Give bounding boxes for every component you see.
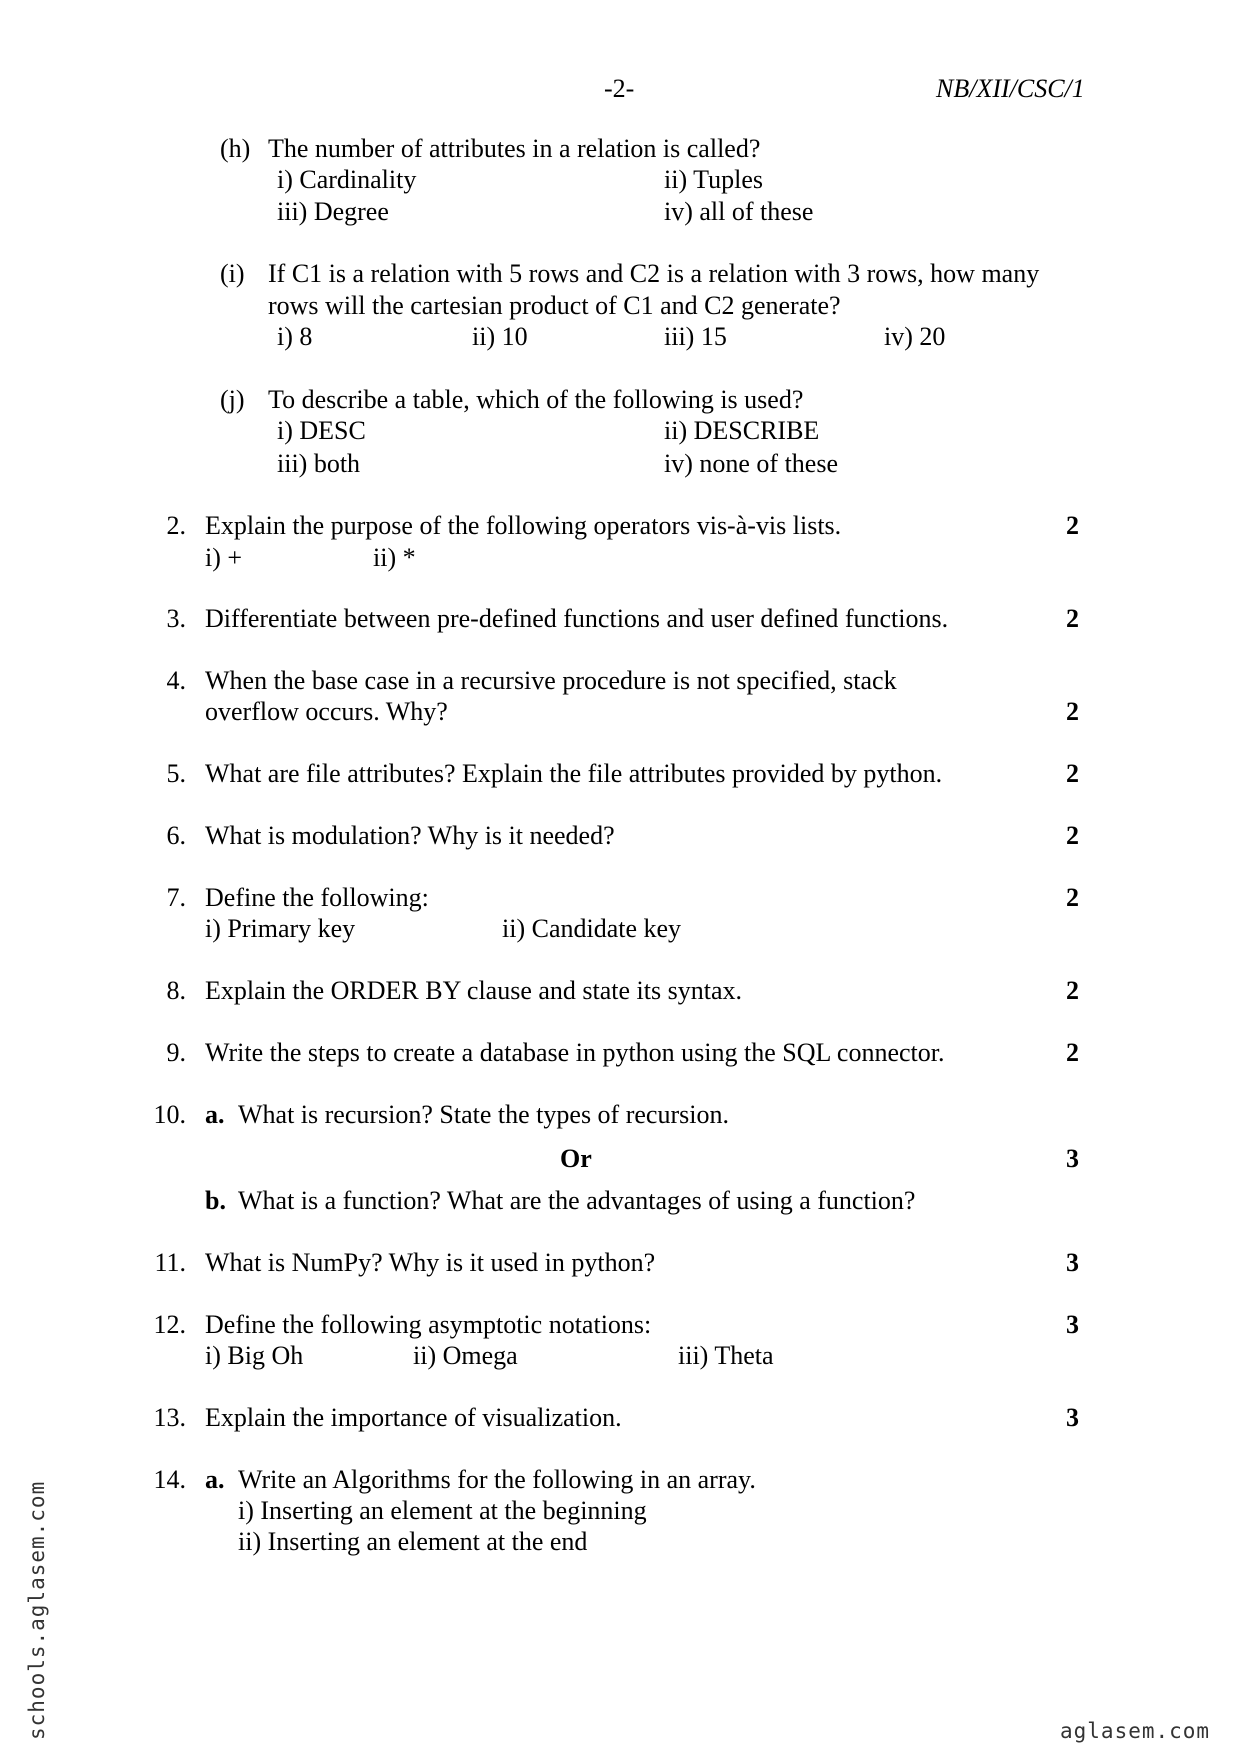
question-text: What are file attributes? Explain the file attributes provided by python.	[205, 759, 943, 788]
mcq-option: ii) Tuples	[664, 165, 763, 194]
question-number: 3.	[166, 604, 186, 633]
question-text: overflow occurs. Why?	[205, 697, 448, 726]
question-text: What is a function? What are the advantages of using a function?	[238, 1186, 916, 1215]
question-number: 9.	[166, 1038, 186, 1067]
marks: 2	[1066, 759, 1079, 788]
question-text: Define the following asymptotic notations:	[205, 1310, 652, 1339]
part-label: b.	[205, 1186, 226, 1215]
mcq-label: (j)	[220, 385, 245, 414]
mcq-option: iii) 15	[664, 322, 727, 351]
paper-code: NB/XII/CSC/1	[936, 74, 1085, 103]
mcq-question: To describe a table, which of the following is used?	[268, 385, 804, 414]
question-text: Write the steps to create a database in python using the SQL connector.	[205, 1038, 945, 1067]
question-number: 7.	[166, 883, 186, 912]
mcq-option: iv) 20	[884, 322, 946, 351]
question-sub: i) Inserting an element at the beginning	[238, 1496, 647, 1525]
question-text: Explain the importance of visualization.	[205, 1403, 622, 1432]
marks: 2	[1066, 511, 1079, 540]
mcq-question: If C1 is a relation with 5 rows and C2 is a relation with 3 rows, how many	[268, 259, 1040, 288]
question-text: Differentiate between pre-defined functions and user defined functions.	[205, 604, 949, 633]
part-label: a.	[205, 1100, 225, 1129]
question-sub: ii) Omega	[413, 1341, 518, 1370]
question-text: What is NumPy? Why is it used in python?	[205, 1248, 656, 1277]
page-number: -2-	[604, 74, 635, 103]
mcq-question: rows will the cartesian product of C1 and C2 generate?	[268, 291, 841, 320]
question-number: 8.	[166, 976, 186, 1005]
marks: 2	[1066, 604, 1079, 633]
question-number: 4.	[166, 666, 186, 695]
marks: 2	[1066, 976, 1079, 1005]
marks: 2	[1066, 821, 1079, 850]
mcq-option: iii) Degree	[277, 197, 389, 226]
marks: 2	[1066, 697, 1079, 726]
question-sub: ii) Candidate key	[502, 914, 682, 943]
mcq-label: (i)	[220, 259, 245, 288]
question-number: 13.	[153, 1403, 186, 1432]
mcq-option: iv) none of these	[664, 449, 839, 478]
mcq-option: iii) both	[277, 449, 361, 478]
question-number: 2.	[166, 511, 186, 540]
watermark-side: schools.aglasem.com	[25, 1480, 49, 1740]
question-sub: ii) Inserting an element at the end	[238, 1527, 588, 1556]
question-number: 6.	[166, 821, 186, 850]
question-text: What is modulation? Why is it needed?	[205, 821, 615, 850]
question-text: Define the following:	[205, 883, 429, 912]
or-separator: Or	[560, 1144, 592, 1173]
question-number: 10.	[153, 1100, 186, 1129]
question-sub: i) Big Oh	[205, 1341, 304, 1370]
question-number: 11.	[154, 1248, 186, 1277]
question-text: When the base case in a recursive procedure is not specified, stack	[205, 666, 897, 695]
question-sub: iii) Theta	[678, 1341, 774, 1370]
question-text: Explain the ORDER BY clause and state its syntax.	[205, 976, 742, 1005]
marks: 3	[1066, 1403, 1079, 1432]
question-sub: i) Primary key	[205, 914, 356, 943]
marks: 2	[1066, 883, 1079, 912]
mcq-option: i) 8	[277, 322, 313, 351]
mcq-option: ii) 10	[472, 322, 528, 351]
watermark-bottom: aglasem.com	[1060, 1719, 1211, 1743]
question-text: Explain the purpose of the following operators vis-à-vis lists.	[205, 511, 842, 540]
marks: 3	[1066, 1144, 1079, 1173]
mcq-label: (h)	[220, 134, 251, 163]
mcq-option: ii) DESCRIBE	[664, 416, 820, 445]
question-number: 12.	[153, 1310, 186, 1339]
question-text: What is recursion? State the types of recursion.	[238, 1100, 729, 1129]
part-label: a.	[205, 1465, 225, 1494]
question-sub: ii) *	[373, 543, 416, 572]
question-sub: i) +	[205, 543, 243, 572]
question-text: Write an Algorithms for the following in an array.	[238, 1465, 756, 1494]
mcq-option: iv) all of these	[664, 197, 814, 226]
marks: 3	[1066, 1310, 1079, 1339]
mcq-option: i) Cardinality	[277, 165, 417, 194]
marks: 3	[1066, 1248, 1079, 1277]
marks: 2	[1066, 1038, 1079, 1067]
question-number: 14.	[153, 1465, 186, 1494]
question-number: 5.	[166, 759, 186, 788]
mcq-option: i) DESC	[277, 416, 366, 445]
mcq-question: The number of attributes in a relation is called?	[268, 134, 761, 163]
